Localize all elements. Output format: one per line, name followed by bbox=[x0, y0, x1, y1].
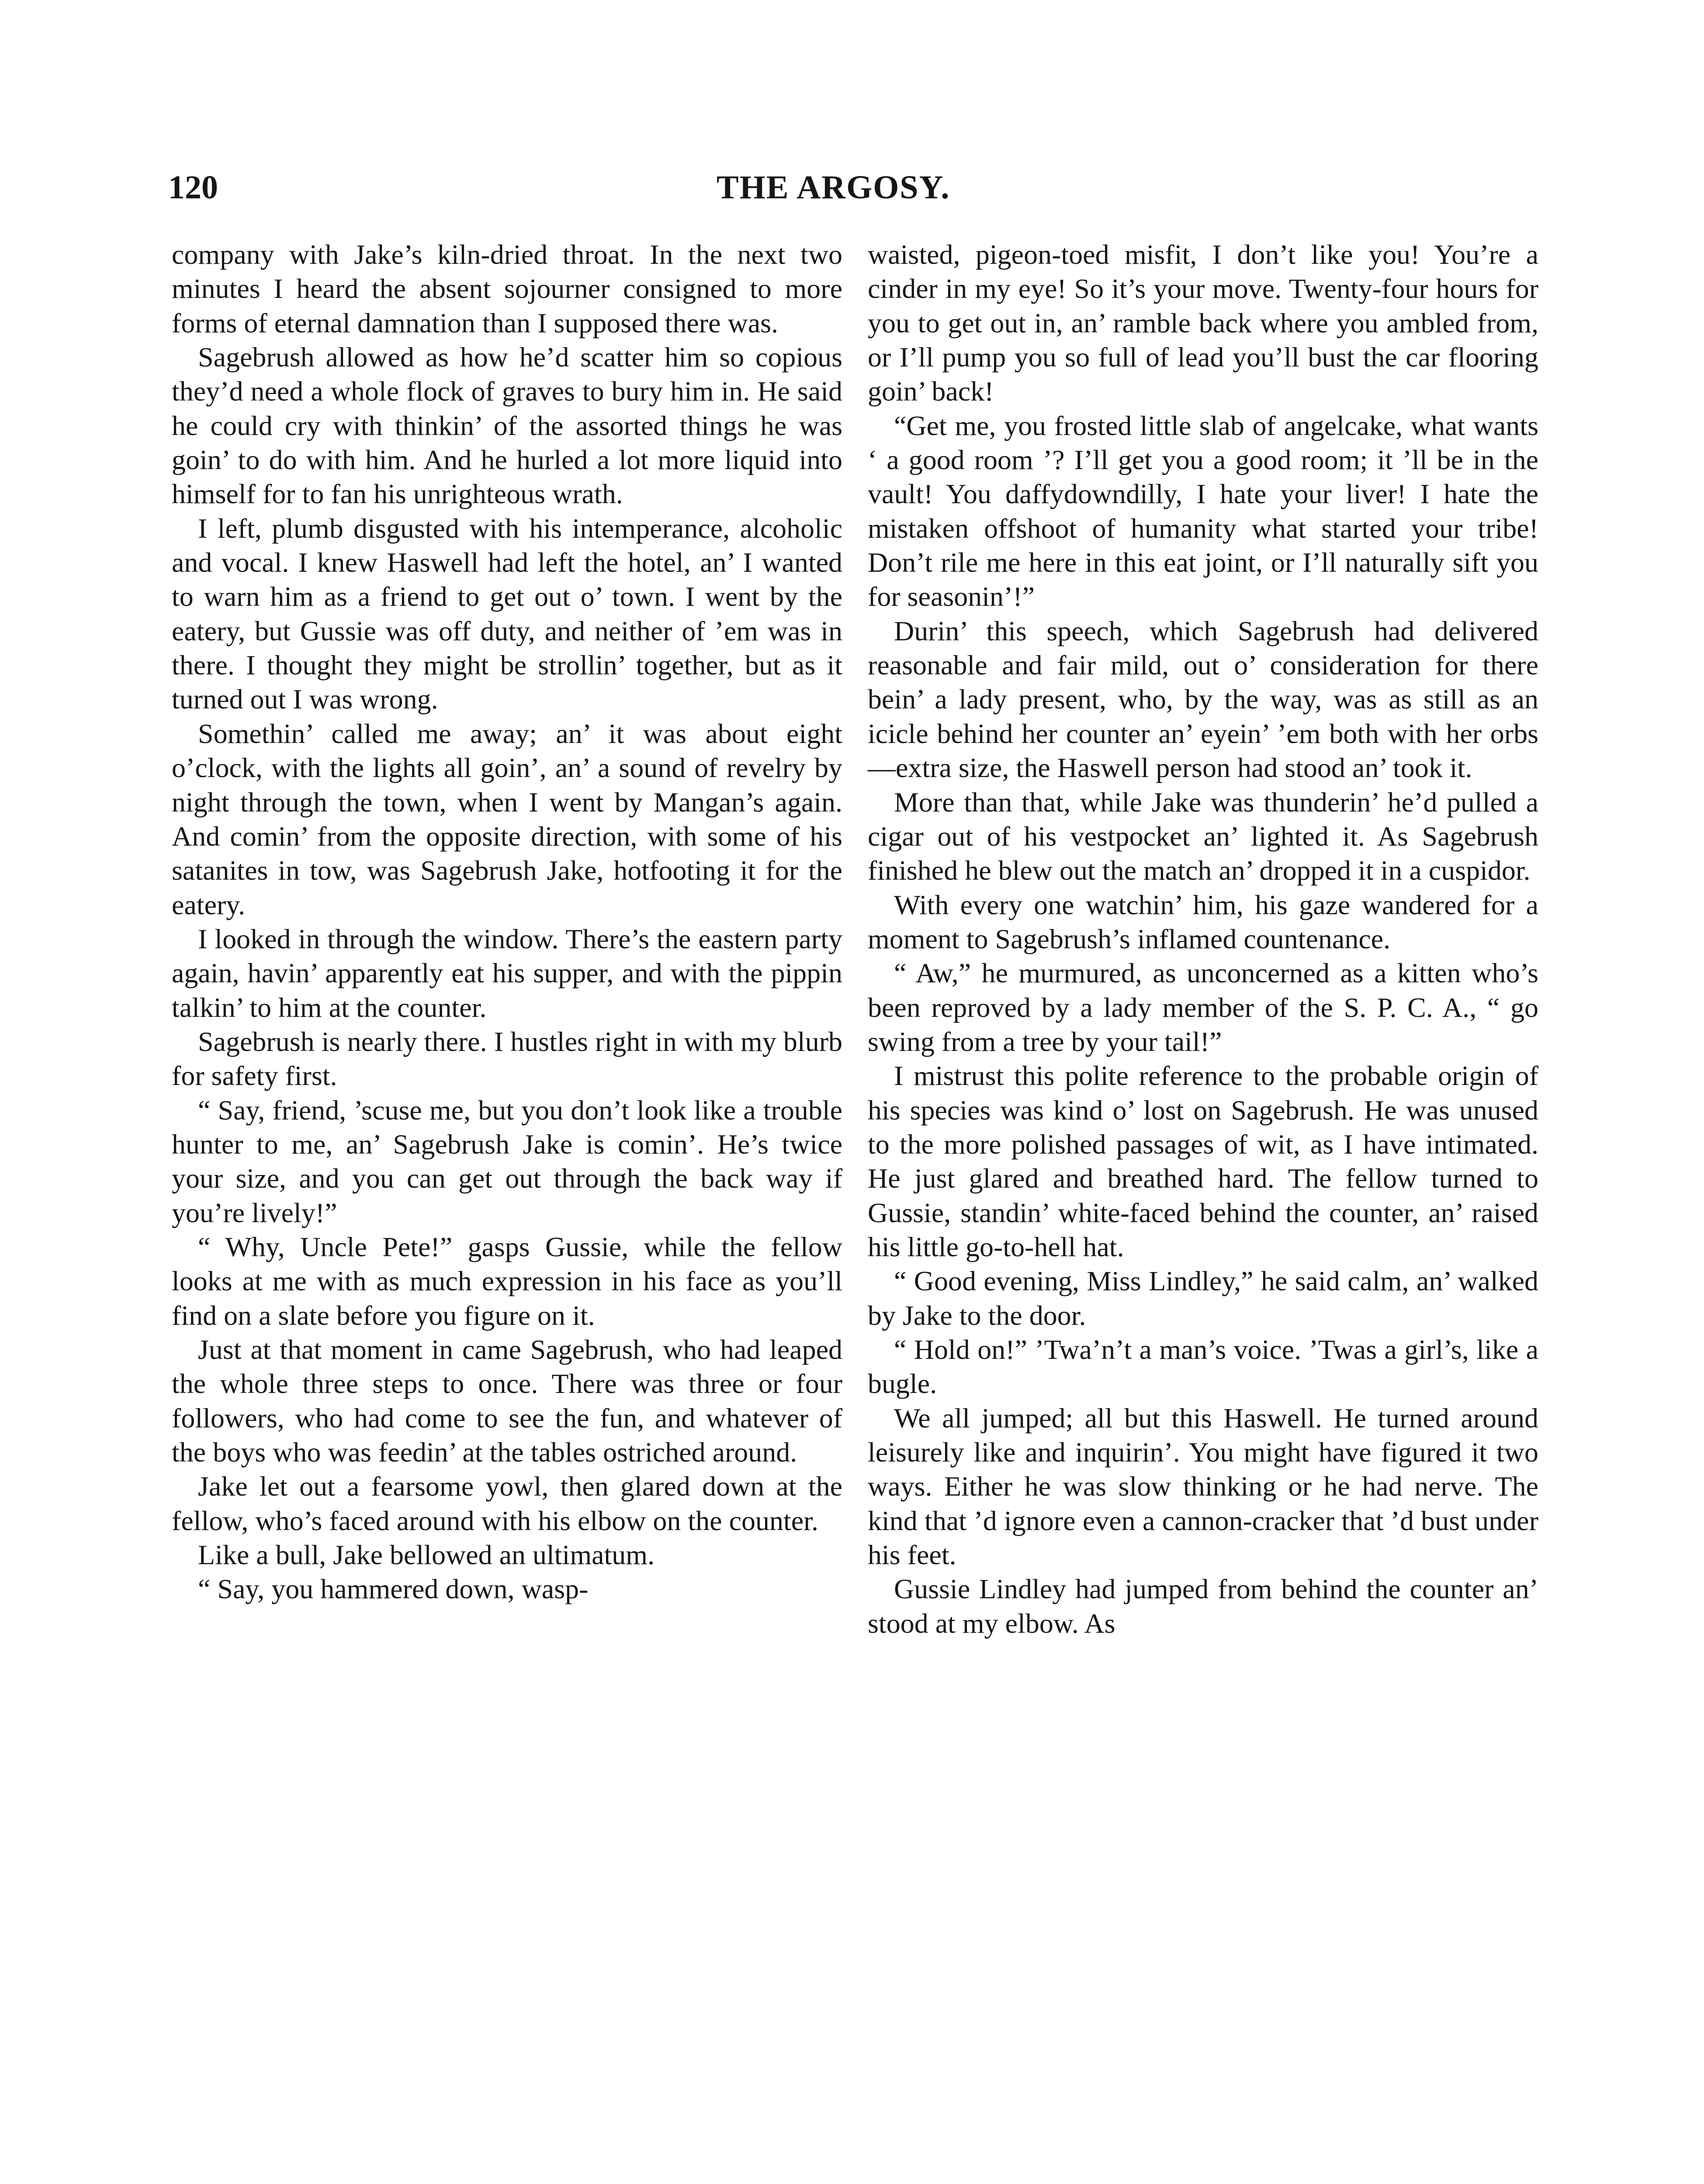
paragraph: “ Good evening, Miss Lindley,” he said calm, an’ walked by Jake to the door. bbox=[868, 1265, 1538, 1331]
right-column bbox=[868, 238, 1538, 1641]
paragraph: company with Jake’s kiln-dried throat. In the next two minutes I heard the absent sojourner consigned to more forms of eternal damnation than I supposed there was. bbox=[172, 239, 842, 339]
paragraph: Jake let out a fearsome yowl, then glared down at the fellow, who’s faced around with his elbow on the counter. bbox=[172, 1471, 842, 1536]
paragraph: “Get me, you frosted little slab of angelcake, what wants ‘ a good room ’? I’ll get you a good room; it ’ll be in the vault! You daffydowndilly, I hate your liver! I hate the mistaken offshoot of humanity what started your tribe! Don’t rile me here in this eat joint, or I’ll naturally sift you for seasonin’!” bbox=[868, 410, 1538, 612]
paragraph: “ Hold on!” ’Twa’n’t a man’s voice. ’Twas a girl’s, like a bugle. bbox=[868, 1334, 1538, 1400]
page-number: 120 bbox=[168, 169, 218, 206]
paragraph: We all jumped; all but this Haswell. He turned around leisurely like and inquirin’. You might have figured it two ways. Either he was slow thinking or he had nerve. The kind that ’d ignore even a cannon-cracker that ’d bust under his feet. bbox=[868, 1402, 1538, 1571]
paragraph: Gussie Lindley had jumped from behind the counter an’ stood at my elbow. As bbox=[868, 1573, 1538, 1639]
paragraph: Like a bull, Jake bellowed an ultimatum. bbox=[198, 1539, 655, 1571]
paragraph: I looked in through the window. There’s the eastern party again, havin’ apparently eat his supper, and with the pippin talkin’ to him at the counter. bbox=[172, 923, 842, 1023]
paragraph: “ Aw,” he murmured, as unconcerned as a kitten who’s been reproved by a lady member of the S. P. C. A., “ go swing from a tree by your tail!” bbox=[868, 957, 1538, 1057]
paragraph: Sagebrush allowed as how he’d scatter him so copious they’d need a whole flock of graves to bury him in. He said he could cry with thinkin’ of the assorted things he was goin’ to do with him. And he hurled a lot more liquid into himself for to fan his unrighteous wrath. bbox=[172, 342, 842, 510]
paragraph: waisted, pigeon-toed misfit, I don’t like you! You’re a cinder in my eye! So it’s your move. Twenty-four hours for you to get out in, an’ ramble back where you ambled from, or I’ll pump you so full of lead you’ll bust the car flooring goin’ back! bbox=[868, 239, 1538, 407]
paragraph: Just at that moment in came Sagebrush, who had leaped the whole three steps to once. There was three or four followers, who had come to see the fun, and whatever of the boys who was feedin’ at the tables ostriched around. bbox=[172, 1334, 842, 1468]
paragraph: “ Why, Uncle Pete!” gasps Gussie, while the fellow looks at me with as much expression in his face as you’ll find on a slate before you figure on it. bbox=[172, 1231, 842, 1331]
paragraph: With every one watchin’ him, his gaze wandered for a moment to Sagebrush’s inflamed countenance. bbox=[868, 889, 1538, 954]
paragraph: More than that, while Jake was thunderin’ he’d pulled a cigar out of his vestpocket an’ lighted it. As Sagebrush finished he blew out the match an’ dropped it in a cuspidor. bbox=[868, 786, 1538, 886]
left-column bbox=[172, 238, 842, 1607]
paragraph: Durin’ this speech, which Sagebrush had delivered reasonable and fair mild, out o’ consideration for there bein’ a lady present, who, by the way, was as still as an icicle behind her counter an’ eyein’ ’em both with her orbs—extra size, the Haswell person had stood an’ took it. bbox=[868, 615, 1538, 784]
paragraph: “ Say, you hammered down, wasp- bbox=[198, 1573, 589, 1605]
page-header bbox=[0, 168, 1704, 207]
paragraph: I mistrust this polite reference to the probable origin of his species was kind o’ lost on Sagebrush. He was unused to the more polished passages of wit, as I have intimated. He just glared and breathed hard. The fellow turned to Gussie, standin’ white-faced behind the counter, an’ raised his little go-to-hell hat. bbox=[868, 1060, 1538, 1262]
paragraph: Somethin’ called me away; an’ it was about eight o’clock, with the lights all goin’, an’ a sound of revelry by night through the town, when I went by Mangan’s again. And comin’ from the opposite direction, with some of his satanites in tow, was Sagebrush Jake, hotfooting it for the eatery. bbox=[172, 718, 842, 920]
paragraph: Sagebrush is nearly there. I hustles right in with my blurb for safety first. bbox=[172, 1026, 842, 1092]
paragraph: “ Say, friend, ’scuse me, but you don’t look like a trouble hunter to me, an’ Sagebrush Jake is comin’. He’s twice your size, and you can get out through the back way if you’re lively!” bbox=[172, 1094, 842, 1228]
running-title: THE ARGOSY. bbox=[717, 169, 950, 206]
paragraph: I left, plumb disgusted with his intemperance, alcoholic and vocal. I knew Haswell had left the hotel, an’ I wanted to warn him as a friend to get out o’ town. I went by the eatery, but Gussie was off duty, and neither of ’em was in there. I thought they might be strollin’ together, but as it turned out I was wrong. bbox=[172, 512, 842, 715]
